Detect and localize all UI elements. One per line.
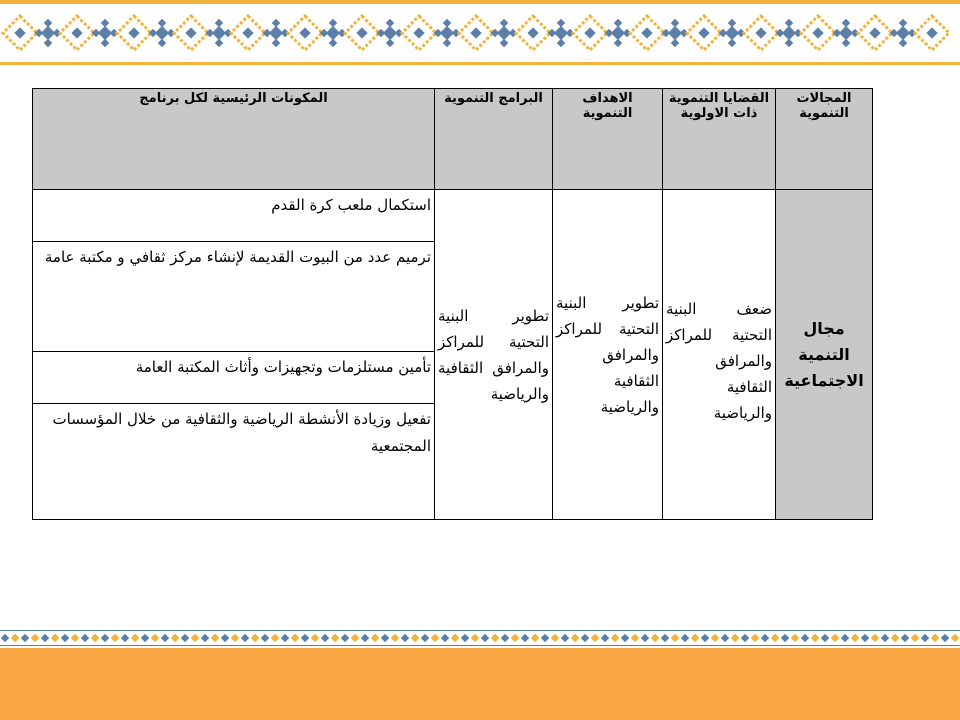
component-item-1: استكمال ملعب كرة القدم bbox=[33, 190, 435, 242]
header-goals: الاهداف التنموية bbox=[553, 89, 663, 190]
issue-cell: ضعف البنية التحتية للمراكز والمرافق الثقافية والرياضية bbox=[663, 190, 776, 520]
orange-footer-block bbox=[0, 648, 960, 720]
ornament-pattern-bottom bbox=[0, 628, 960, 648]
development-plan-table bbox=[32, 88, 873, 520]
table-header-row bbox=[33, 89, 873, 190]
component-item-4: تفعيل وزيادة الأنشطة الرياضية والثقافية من خلال المؤسسات المجتمعية bbox=[33, 404, 435, 520]
header-programs: البرامج التنموية bbox=[435, 89, 553, 190]
field-cell: مجال التنمية الاجتماعية bbox=[776, 190, 873, 520]
program-cell: تطوير البنية التحتية للمراكز والمرافق الثقافية والرياضية bbox=[435, 190, 553, 520]
component-item-2: ترميم عدد من البيوت القديمة لإنشاء مركز ثقافي و مكتبة عامة bbox=[33, 242, 435, 352]
header-components: المكونات الرئيسية لكل برنامج bbox=[33, 89, 435, 190]
header-fields: المجالات التنموية bbox=[776, 89, 873, 190]
header-issues: القضايا التنموية ذات الاولوية bbox=[663, 89, 776, 190]
ornament-pattern-top bbox=[0, 0, 960, 68]
bottom-decorative-border bbox=[0, 628, 960, 720]
table-row bbox=[33, 190, 873, 242]
top-decorative-border bbox=[0, 0, 960, 68]
goal-cell: تطوير البنية التحتية للمراكز والمرافق الثقافية والرياضية bbox=[553, 190, 663, 520]
component-item-3: تأمين مستلزمات وتجهيزات وأثاث المكتبة العامة bbox=[33, 352, 435, 404]
